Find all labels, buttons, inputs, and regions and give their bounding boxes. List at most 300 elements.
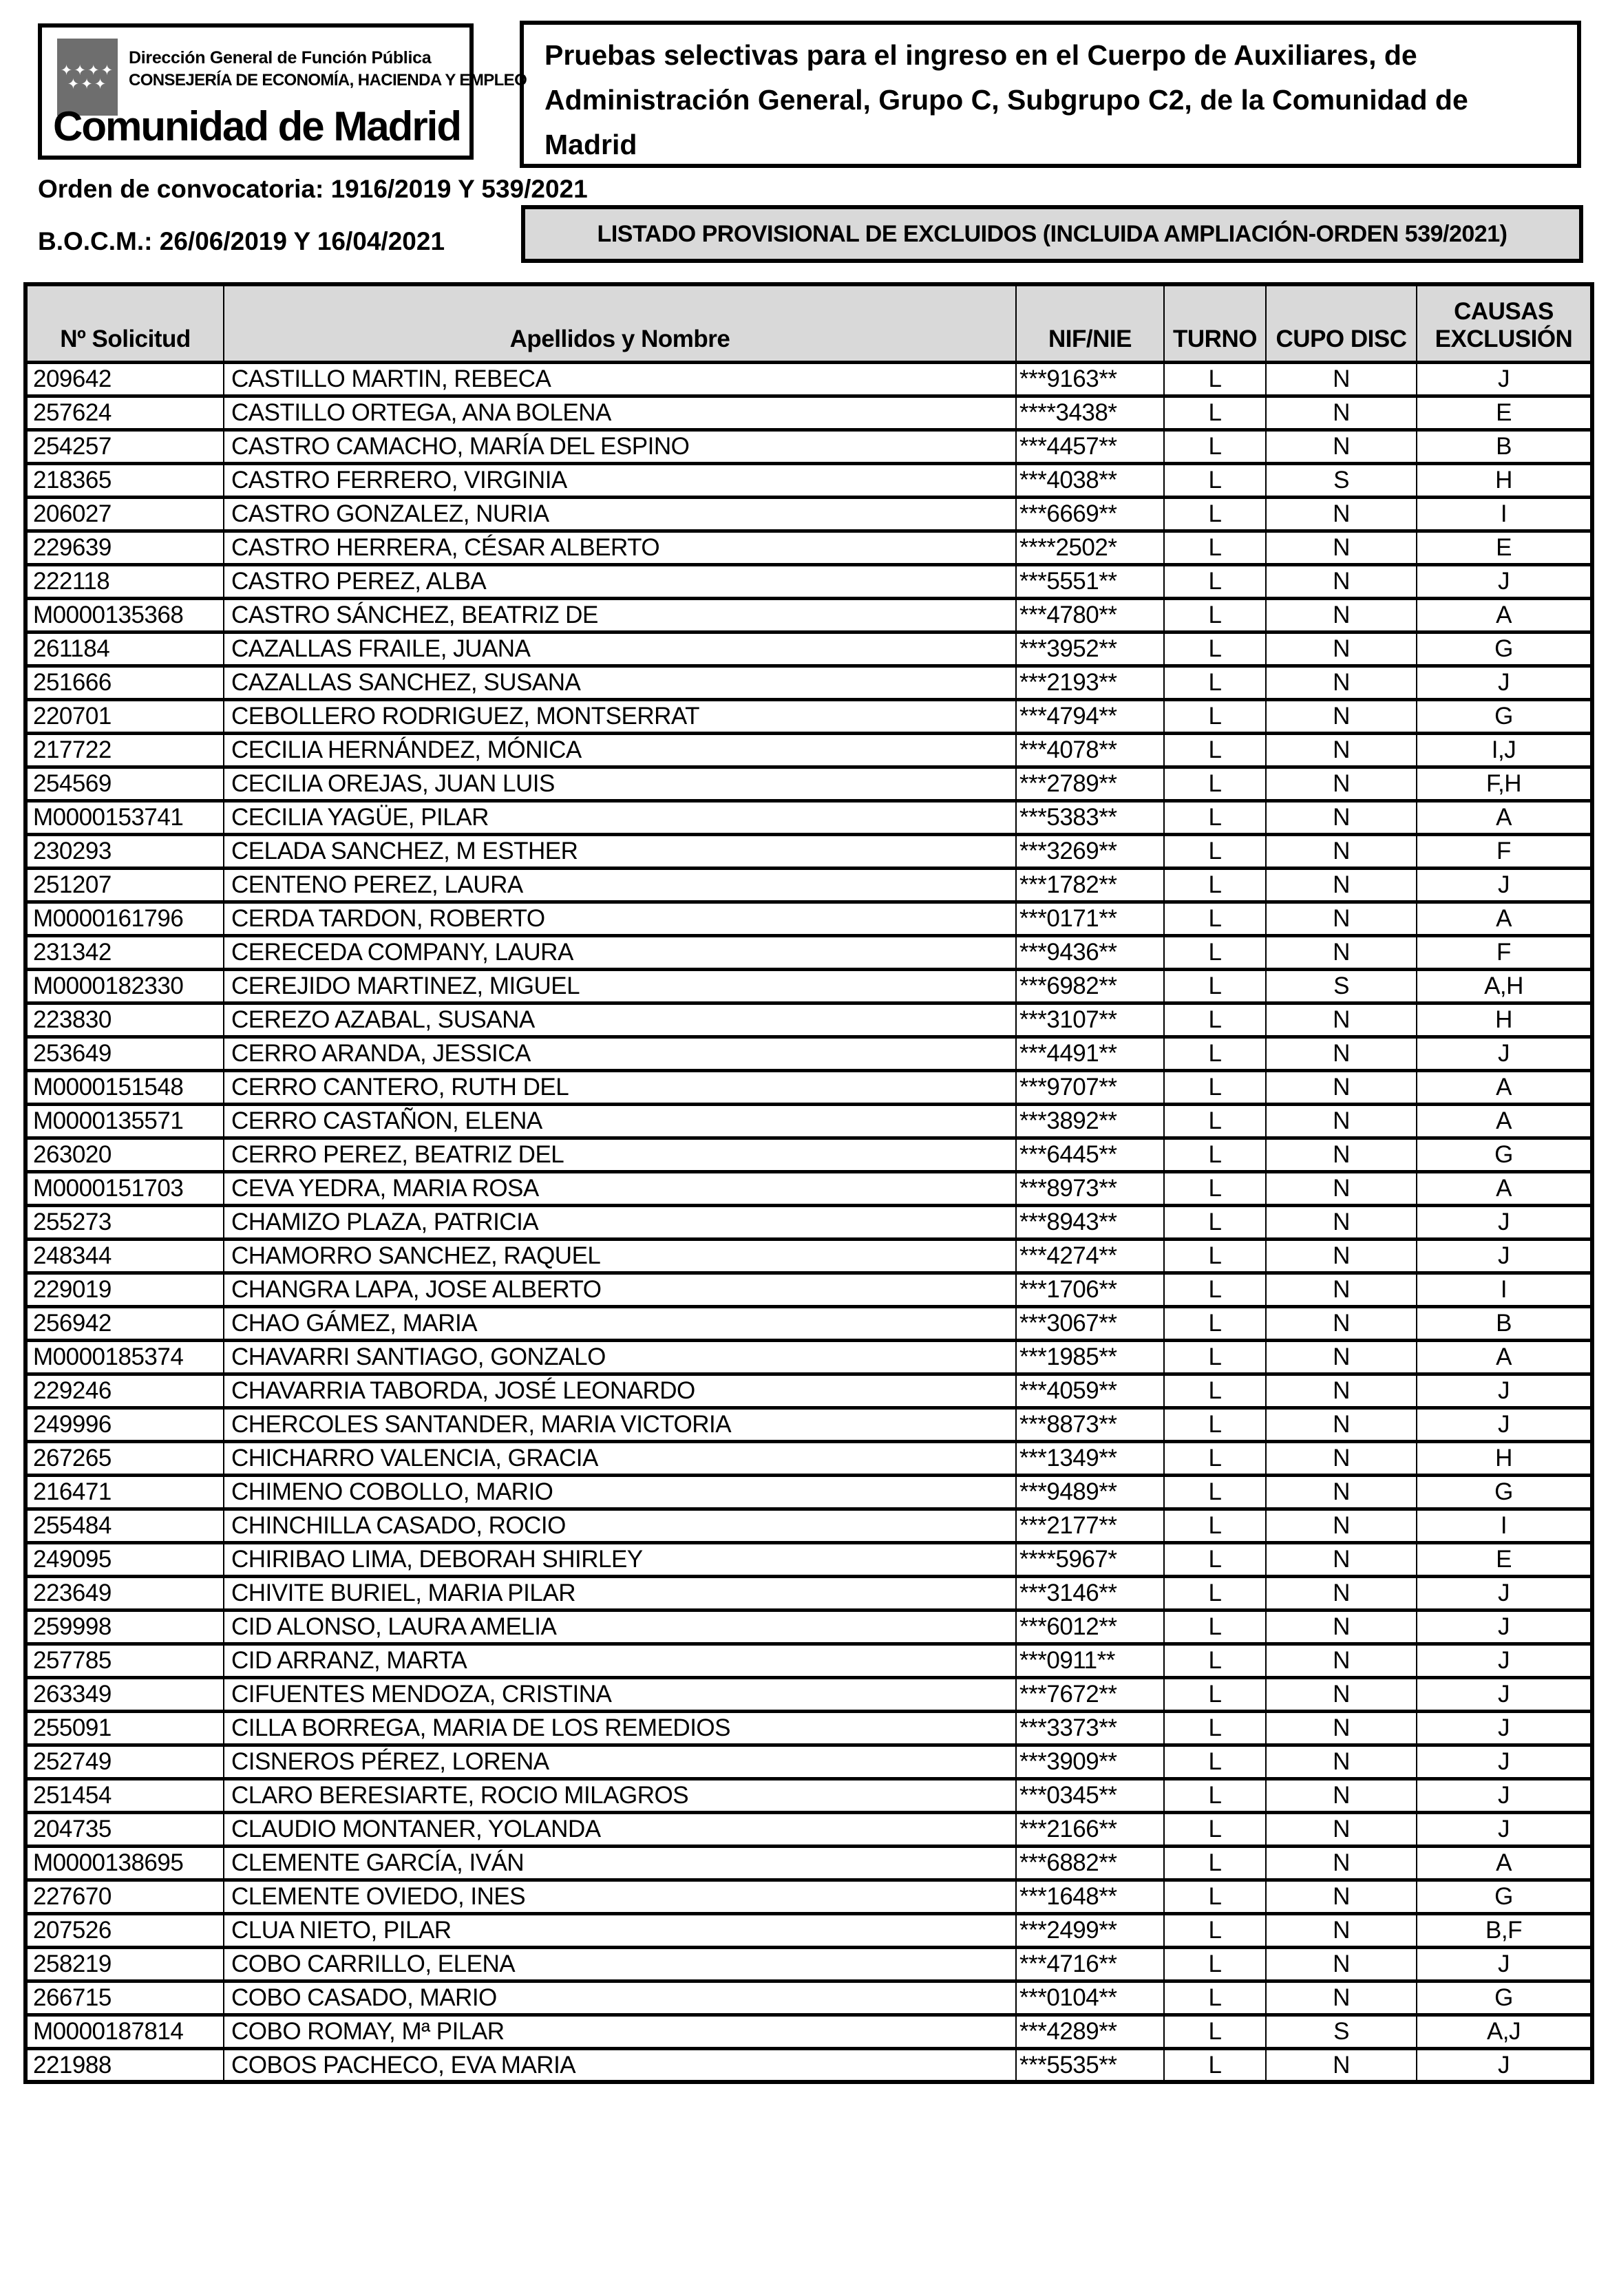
cell-causas: I,J — [1417, 733, 1592, 767]
cell-nombre: CLUA NIETO, PILAR — [224, 1913, 1016, 1947]
table-row — [25, 1475, 1592, 1509]
cell-solicitud: 252749 — [25, 1745, 224, 1778]
cell-nombre: CLEMENTE OVIEDO, INES — [224, 1880, 1016, 1913]
cell-causas: J — [1417, 1644, 1592, 1677]
cell-nif: ***3107** — [1016, 1003, 1164, 1037]
cell-causas: G — [1417, 1880, 1592, 1913]
cell-nif: ***8943** — [1016, 1205, 1164, 1239]
cell-cupo: N — [1266, 1880, 1417, 1913]
cell-cupo: N — [1266, 1340, 1417, 1374]
cell-causas: A — [1417, 1340, 1592, 1374]
cell-nif: ***9707** — [1016, 1070, 1164, 1104]
cell-causas: A — [1417, 1171, 1592, 1205]
cell-nif: ***4289** — [1016, 2015, 1164, 2048]
table-row — [25, 1138, 1592, 1171]
cell-nombre: CHAMIZO PLAZA, PATRICIA — [224, 1205, 1016, 1239]
cell-nif: ***1706** — [1016, 1273, 1164, 1306]
cell-causas: E — [1417, 1542, 1592, 1576]
cell-cupo: S — [1266, 969, 1417, 1003]
cell-solicitud: M0000135571 — [25, 1104, 224, 1138]
flag-stars-bottom: ✦✦✦ — [67, 76, 108, 92]
cell-cupo: N — [1266, 1778, 1417, 1812]
table-row — [25, 1981, 1592, 2015]
cell-turno: L — [1164, 1711, 1266, 1745]
cell-causas: A,H — [1417, 969, 1592, 1003]
cell-cupo: N — [1266, 362, 1417, 396]
cell-nif: ***2499** — [1016, 1913, 1164, 1947]
cell-causas: I — [1417, 1273, 1592, 1306]
cell-cupo: N — [1266, 935, 1417, 969]
cell-turno: L — [1164, 564, 1266, 598]
cell-solicitud: M0000151548 — [25, 1070, 224, 1104]
cell-causas: J — [1417, 1778, 1592, 1812]
cell-turno: L — [1164, 1306, 1266, 1340]
table-row — [25, 429, 1592, 463]
table-row — [25, 1239, 1592, 1273]
cell-causas: A,J — [1417, 2015, 1592, 2048]
cell-causas: J — [1417, 1812, 1592, 1846]
table-row — [25, 1576, 1592, 1610]
table-row — [25, 1205, 1592, 1239]
table-row — [25, 1711, 1592, 1745]
cell-causas: B,F — [1417, 1913, 1592, 1947]
cell-cupo: N — [1266, 1576, 1417, 1610]
listado-banner — [521, 205, 1583, 263]
cell-cupo: N — [1266, 1205, 1417, 1239]
cell-nif: ***3892** — [1016, 1104, 1164, 1138]
cell-nombre: CERRO ARANDA, JESSICA — [224, 1037, 1016, 1070]
cell-turno: L — [1164, 1913, 1266, 1947]
cell-nif: ***3909** — [1016, 1745, 1164, 1778]
cell-turno: L — [1164, 1981, 1266, 2015]
cell-solicitud: 229639 — [25, 531, 224, 564]
cell-solicitud: 256942 — [25, 1306, 224, 1340]
cell-turno: L — [1164, 699, 1266, 733]
table-row — [25, 531, 1592, 564]
table-row — [25, 666, 1592, 699]
listado-banner-text: LISTADO PROVISIONAL DE EXCLUIDOS (INCLUIDA AMPLIACIÓN-ORDEN 539/2021) — [597, 220, 1508, 247]
cell-nombre: CECILIA OREJAS, JUAN LUIS — [224, 767, 1016, 800]
cell-solicitud: 249996 — [25, 1407, 224, 1441]
cell-nif: ***2177** — [1016, 1509, 1164, 1542]
cell-solicitud: 254257 — [25, 429, 224, 463]
cell-causas: J — [1417, 1037, 1592, 1070]
cell-solicitud: 251454 — [25, 1778, 224, 1812]
cell-nombre: CHAO GÁMEZ, MARIA — [224, 1306, 1016, 1340]
table-row — [25, 1509, 1592, 1542]
cell-nombre: CID ARRANZ, MARTA — [224, 1644, 1016, 1677]
cell-nif: ***1648** — [1016, 1880, 1164, 1913]
cell-turno: L — [1164, 834, 1266, 868]
table-row — [25, 497, 1592, 531]
cell-nombre: CHERCOLES SANTANDER, MARIA VICTORIA — [224, 1407, 1016, 1441]
cell-causas: J — [1417, 564, 1592, 598]
cell-cupo: N — [1266, 1947, 1417, 1981]
cell-nombre: CHAVARRI SANTIAGO, GONZALO — [224, 1340, 1016, 1374]
cell-nombre: CIFUENTES MENDOZA, CRISTINA — [224, 1677, 1016, 1711]
cell-causas: B — [1417, 1306, 1592, 1340]
cell-nif: ***4780** — [1016, 598, 1164, 632]
table-row — [25, 2048, 1592, 2082]
cell-cupo: N — [1266, 1610, 1417, 1644]
cell-nif: ***2789** — [1016, 767, 1164, 800]
cell-turno: L — [1164, 1947, 1266, 1981]
cell-turno: L — [1164, 429, 1266, 463]
cell-solicitud: 267265 — [25, 1441, 224, 1475]
cell-nombre: CELADA SANCHEZ, M ESTHER — [224, 834, 1016, 868]
cell-nif: ***6012** — [1016, 1610, 1164, 1644]
cell-turno: L — [1164, 969, 1266, 1003]
cell-nif: ****3438* — [1016, 396, 1164, 429]
cell-solicitud: 261184 — [25, 632, 224, 666]
cell-cupo: N — [1266, 1273, 1417, 1306]
header-turno: TURNO — [1164, 284, 1266, 362]
cell-causas: F — [1417, 834, 1592, 868]
cell-cupo: N — [1266, 1475, 1417, 1509]
cell-solicitud: M0000185374 — [25, 1340, 224, 1374]
cell-causas: J — [1417, 1610, 1592, 1644]
cell-nombre: CERRO PEREZ, BEATRIZ DEL — [224, 1138, 1016, 1171]
cell-nombre: CASTRO HERRERA, CÉSAR ALBERTO — [224, 531, 1016, 564]
cell-turno: L — [1164, 396, 1266, 429]
cell-causas: J — [1417, 666, 1592, 699]
logo-department-line1: Dirección General de Función Pública — [129, 48, 432, 67]
cell-solicitud: 251207 — [25, 868, 224, 902]
cell-turno: L — [1164, 767, 1266, 800]
cell-nif: ****2502* — [1016, 531, 1164, 564]
cell-causas: J — [1417, 1239, 1592, 1273]
cell-nif: ***8873** — [1016, 1407, 1164, 1441]
table-row — [25, 1340, 1592, 1374]
cell-nif: ***4794** — [1016, 699, 1164, 733]
cell-solicitud: 206027 — [25, 497, 224, 531]
cell-nombre: CECILIA YAGÜE, PILAR — [224, 800, 1016, 834]
cell-causas: B — [1417, 429, 1592, 463]
cell-nif: ***9163** — [1016, 362, 1164, 396]
cell-causas: J — [1417, 868, 1592, 902]
cell-causas: A — [1417, 1104, 1592, 1138]
cell-cupo: S — [1266, 2015, 1417, 2048]
table-row — [25, 733, 1592, 767]
cell-nombre: CHIRIBAO LIMA, DEBORAH SHIRLEY — [224, 1542, 1016, 1576]
cell-turno: L — [1164, 1880, 1266, 1913]
cell-solicitud: 263020 — [25, 1138, 224, 1171]
cell-causas: F — [1417, 935, 1592, 969]
cell-turno: L — [1164, 1475, 1266, 1509]
cell-turno: L — [1164, 1846, 1266, 1880]
cell-turno: L — [1164, 1509, 1266, 1542]
cell-causas: H — [1417, 1003, 1592, 1037]
cell-causas: J — [1417, 1947, 1592, 1981]
cell-nombre: CASTRO FERRERO, VIRGINIA — [224, 463, 1016, 497]
cell-nombre: COBO CASADO, MARIO — [224, 1981, 1016, 2015]
cell-cupo: N — [1266, 1070, 1417, 1104]
cell-turno: L — [1164, 1542, 1266, 1576]
cell-solicitud: 249095 — [25, 1542, 224, 1576]
cell-solicitud: 255273 — [25, 1205, 224, 1239]
table-row — [25, 1778, 1592, 1812]
cell-turno: L — [1164, 463, 1266, 497]
cell-cupo: N — [1266, 2048, 1417, 2082]
cell-turno: L — [1164, 666, 1266, 699]
cell-solicitud: 229019 — [25, 1273, 224, 1306]
cell-nombre: CASTILLO MARTIN, REBECA — [224, 362, 1016, 396]
cell-solicitud: M0000135368 — [25, 598, 224, 632]
table-row — [25, 1677, 1592, 1711]
header-cupo-disc: CUPO DISC — [1266, 284, 1417, 362]
cell-solicitud: M0000161796 — [25, 902, 224, 935]
cell-causas: J — [1417, 362, 1592, 396]
cell-solicitud: 254569 — [25, 767, 224, 800]
cell-causas: J — [1417, 1677, 1592, 1711]
header-apellidos-nombre: Apellidos y Nombre — [224, 284, 1016, 362]
cell-causas: A — [1417, 1846, 1592, 1880]
table-row — [25, 564, 1592, 598]
cell-solicitud: 218365 — [25, 463, 224, 497]
header-nif-nie: NIF/NIE — [1016, 284, 1164, 362]
cell-cupo: N — [1266, 1812, 1417, 1846]
cell-nombre: CEREJIDO MARTINEZ, MIGUEL — [224, 969, 1016, 1003]
cell-causas: J — [1417, 1374, 1592, 1407]
cell-nif: ***3269** — [1016, 834, 1164, 868]
cell-cupo: N — [1266, 834, 1417, 868]
cell-solicitud: 266715 — [25, 1981, 224, 2015]
cell-turno: L — [1164, 1812, 1266, 1846]
cell-cupo: N — [1266, 1407, 1417, 1441]
table-row — [25, 632, 1592, 666]
cell-nif: ***5551** — [1016, 564, 1164, 598]
cell-nombre: CEVA YEDRA, MARIA ROSA — [224, 1171, 1016, 1205]
cell-nif: ***1985** — [1016, 1340, 1164, 1374]
table-row — [25, 1407, 1592, 1441]
cell-solicitud: 258219 — [25, 1947, 224, 1981]
orden-convocatoria-line: Orden de convocatoria: 1916/2019 Y 539/2021 — [38, 175, 588, 203]
cell-nombre: CERECEDA COMPANY, LAURA — [224, 935, 1016, 969]
cell-solicitud: M0000187814 — [25, 2015, 224, 2048]
cell-nombre: CERRO CANTERO, RUTH DEL — [224, 1070, 1016, 1104]
cell-solicitud: 231342 — [25, 935, 224, 969]
cell-causas: E — [1417, 531, 1592, 564]
cell-causas: J — [1417, 1711, 1592, 1745]
cell-causas: G — [1417, 1475, 1592, 1509]
table-row — [25, 1644, 1592, 1677]
cell-causas: A — [1417, 1070, 1592, 1104]
cell-cupo: N — [1266, 699, 1417, 733]
cell-cupo: N — [1266, 497, 1417, 531]
cell-nif: ***4038** — [1016, 463, 1164, 497]
cell-solicitud: 230293 — [25, 834, 224, 868]
cell-nif: ***4078** — [1016, 733, 1164, 767]
cell-cupo: N — [1266, 1677, 1417, 1711]
table-row — [25, 1273, 1592, 1306]
cell-cupo: N — [1266, 1374, 1417, 1407]
table-body — [25, 362, 1592, 2082]
cell-nombre: CHINCHILLA CASADO, ROCIO — [224, 1509, 1016, 1542]
cell-causas: J — [1417, 2048, 1592, 2082]
table-row — [25, 699, 1592, 733]
cell-turno: L — [1164, 1205, 1266, 1239]
cell-turno: L — [1164, 1037, 1266, 1070]
cell-turno: L — [1164, 1273, 1266, 1306]
cell-nombre: CHIMENO COBOLLO, MARIO — [224, 1475, 1016, 1509]
cell-nombre: CHAMORRO SANCHEZ, RAQUEL — [224, 1239, 1016, 1273]
table-row — [25, 969, 1592, 1003]
cell-turno: L — [1164, 2048, 1266, 2082]
table-row — [25, 598, 1592, 632]
cell-nif: ***4716** — [1016, 1947, 1164, 1981]
cell-solicitud: 222118 — [25, 564, 224, 598]
cell-solicitud: 216471 — [25, 1475, 224, 1509]
cell-nombre: CASTILLO ORTEGA, ANA BOLENA — [224, 396, 1016, 429]
cell-solicitud: 221988 — [25, 2048, 224, 2082]
cell-cupo: N — [1266, 1509, 1417, 1542]
cell-solicitud: 257785 — [25, 1644, 224, 1677]
table-row — [25, 1610, 1592, 1644]
cell-turno: L — [1164, 1104, 1266, 1138]
cell-nombre: CHICHARRO VALENCIA, GRACIA — [224, 1441, 1016, 1475]
table-row — [25, 1880, 1592, 1913]
cell-nif: ****5967* — [1016, 1542, 1164, 1576]
cell-turno: L — [1164, 1610, 1266, 1644]
cell-nif: ***4059** — [1016, 1374, 1164, 1407]
cell-turno: L — [1164, 1171, 1266, 1205]
cell-nombre: COBO ROMAY, Mª PILAR — [224, 2015, 1016, 2048]
cell-nif: ***4491** — [1016, 1037, 1164, 1070]
cell-cupo: N — [1266, 666, 1417, 699]
cell-solicitud: 204735 — [25, 1812, 224, 1846]
cell-nombre: CEREZO AZABAL, SUSANA — [224, 1003, 1016, 1037]
cell-cupo: N — [1266, 429, 1417, 463]
cell-causas: G — [1417, 1981, 1592, 2015]
cell-turno: L — [1164, 2015, 1266, 2048]
cell-causas: A — [1417, 902, 1592, 935]
cell-cupo: N — [1266, 800, 1417, 834]
cell-nif: ***4274** — [1016, 1239, 1164, 1273]
table-row — [25, 767, 1592, 800]
cell-nif: ***1782** — [1016, 868, 1164, 902]
cell-solicitud: 263349 — [25, 1677, 224, 1711]
cell-turno: L — [1164, 935, 1266, 969]
cell-turno: L — [1164, 632, 1266, 666]
table-row — [25, 2015, 1592, 2048]
table-row — [25, 902, 1592, 935]
table-row — [25, 1913, 1592, 1947]
cell-causas: J — [1417, 1576, 1592, 1610]
cell-causas: G — [1417, 1138, 1592, 1171]
cell-cupo: N — [1266, 598, 1417, 632]
cell-cupo: N — [1266, 1171, 1417, 1205]
cell-cupo: N — [1266, 531, 1417, 564]
cell-causas: I — [1417, 497, 1592, 531]
table-row — [25, 1104, 1592, 1138]
cell-nif: ***2166** — [1016, 1812, 1164, 1846]
cell-nif: ***2193** — [1016, 666, 1164, 699]
table-row — [25, 362, 1592, 396]
logo-department-line2: CONSEJERÍA DE ECONOMÍA, HACIENDA Y EMPLEO — [129, 70, 527, 89]
logo-region-name: Comunidad de Madrid — [53, 103, 461, 149]
cell-causas: J — [1417, 1745, 1592, 1778]
cell-solicitud: 223830 — [25, 1003, 224, 1037]
cell-solicitud: 227670 — [25, 1880, 224, 1913]
table-row — [25, 1745, 1592, 1778]
cell-cupo: N — [1266, 1913, 1417, 1947]
cell-nombre: COBOS PACHECO, EVA MARIA — [224, 2048, 1016, 2082]
cell-nombre: CASTRO CAMACHO, MARÍA DEL ESPINO — [224, 429, 1016, 463]
cell-turno: L — [1164, 362, 1266, 396]
cell-causas: H — [1417, 463, 1592, 497]
cell-cupo: N — [1266, 1441, 1417, 1475]
cell-causas: A — [1417, 598, 1592, 632]
cell-solicitud: M0000182330 — [25, 969, 224, 1003]
cell-nif: ***3146** — [1016, 1576, 1164, 1610]
table-row — [25, 1947, 1592, 1981]
cell-nombre: CHANGRA LAPA, JOSE ALBERTO — [224, 1273, 1016, 1306]
cell-solicitud: M0000153741 — [25, 800, 224, 834]
cell-nif: ***9489** — [1016, 1475, 1164, 1509]
cell-turno: L — [1164, 1778, 1266, 1812]
cell-turno: L — [1164, 1070, 1266, 1104]
cell-nif: ***5383** — [1016, 800, 1164, 834]
cell-nombre: CAZALLAS SANCHEZ, SUSANA — [224, 666, 1016, 699]
cell-turno: L — [1164, 598, 1266, 632]
cell-cupo: N — [1266, 1104, 1417, 1138]
cell-nombre: CENTENO PEREZ, LAURA — [224, 868, 1016, 902]
cell-nif: ***6982** — [1016, 969, 1164, 1003]
cell-cupo: N — [1266, 767, 1417, 800]
cell-nif: ***9436** — [1016, 935, 1164, 969]
table-row — [25, 1070, 1592, 1104]
cell-nif: ***7672** — [1016, 1677, 1164, 1711]
cell-causas: G — [1417, 632, 1592, 666]
cell-solicitud: 207526 — [25, 1913, 224, 1947]
cell-solicitud: 255091 — [25, 1711, 224, 1745]
cell-cupo: N — [1266, 1542, 1417, 1576]
cell-turno: L — [1164, 1374, 1266, 1407]
cell-turno: L — [1164, 800, 1266, 834]
cell-nif: ***0345** — [1016, 1778, 1164, 1812]
cell-turno: L — [1164, 1138, 1266, 1171]
cell-nombre: CLARO BERESIARTE, ROCIO MILAGROS — [224, 1778, 1016, 1812]
logo-department — [129, 47, 527, 91]
cell-cupo: N — [1266, 1003, 1417, 1037]
cell-causas: J — [1417, 1205, 1592, 1239]
cell-nombre: CHIVITE BURIEL, MARIA PILAR — [224, 1576, 1016, 1610]
cell-nif: ***5535** — [1016, 2048, 1164, 2082]
cell-turno: L — [1164, 1340, 1266, 1374]
title-box — [520, 21, 1581, 168]
cell-turno: L — [1164, 868, 1266, 902]
cell-nombre: CASTRO PEREZ, ALBA — [224, 564, 1016, 598]
cell-cupo: N — [1266, 1846, 1417, 1880]
cell-nombre: CAZALLAS FRAILE, JUANA — [224, 632, 1016, 666]
cell-turno: L — [1164, 1677, 1266, 1711]
cell-solicitud: 253649 — [25, 1037, 224, 1070]
cell-cupo: N — [1266, 902, 1417, 935]
cell-cupo: N — [1266, 1239, 1417, 1273]
table-row — [25, 1003, 1592, 1037]
cell-turno: L — [1164, 1441, 1266, 1475]
table-row — [25, 1441, 1592, 1475]
cell-nombre: COBO CARRILLO, ELENA — [224, 1947, 1016, 1981]
cell-solicitud: 259998 — [25, 1610, 224, 1644]
cell-solicitud: 217722 — [25, 733, 224, 767]
table-row — [25, 1542, 1592, 1576]
cell-cupo: N — [1266, 1644, 1417, 1677]
cell-nombre: CILLA BORREGA, MARIA DE LOS REMEDIOS — [224, 1711, 1016, 1745]
cell-cupo: N — [1266, 564, 1417, 598]
cell-turno: L — [1164, 1644, 1266, 1677]
cell-solicitud: 209642 — [25, 362, 224, 396]
